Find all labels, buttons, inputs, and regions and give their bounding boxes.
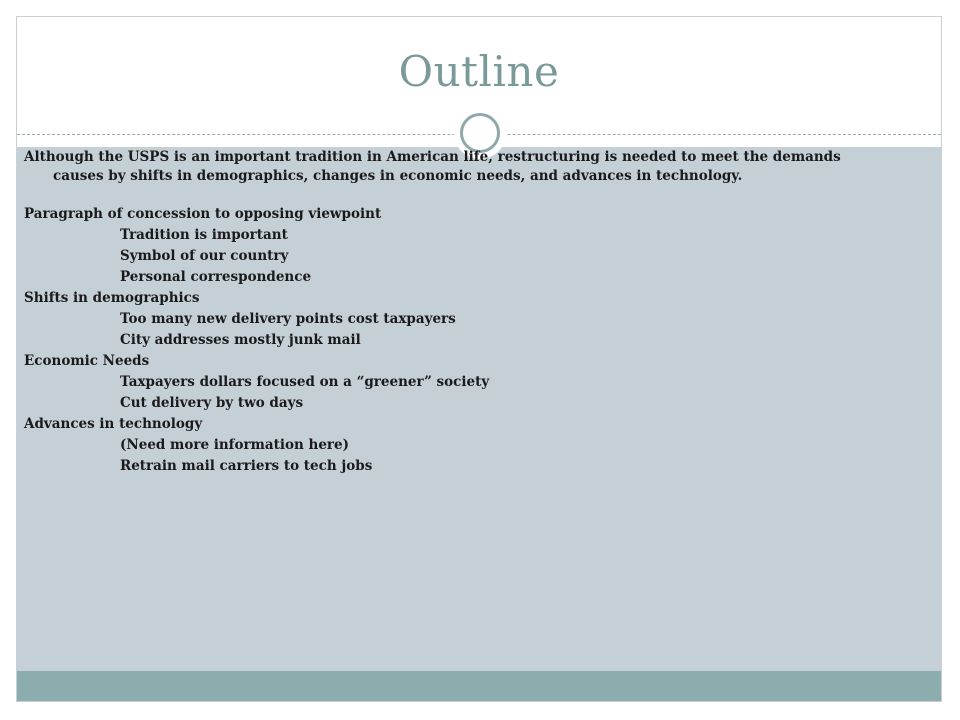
outline-item: Tradition is important xyxy=(120,227,288,243)
outline-item: Cut delivery by two days xyxy=(120,395,304,411)
outline-item: Retrain mail carriers to tech jobs xyxy=(120,458,373,474)
outline-item: Paragraph of concession to opposing viewpoint xyxy=(24,206,382,222)
slide-content xyxy=(24,148,894,477)
thesis-statement: Although the USPS is an important tradition in American life, restructuring is needed to meet the demands causes by shifts in demographics, changes in economic needs, and advances in technology. xyxy=(24,149,841,184)
outline-item: (Need more information here) xyxy=(120,437,350,453)
outline-list xyxy=(24,204,894,477)
outline-item: Economic Needs xyxy=(24,353,150,369)
ring-inner xyxy=(460,113,500,153)
outline-item: Taxpayers dollars focused on a “greener” society xyxy=(120,374,490,390)
slide-title: Outline xyxy=(398,47,560,96)
outline-item: Advances in technology xyxy=(24,416,203,432)
outline-item: Personal correspondence xyxy=(120,269,312,285)
outline-item: City addresses mostly junk mail xyxy=(120,332,361,348)
footer-band xyxy=(17,671,941,702)
outline-item: Symbol of our country xyxy=(120,248,289,264)
outline-item: Shifts in demographics xyxy=(24,290,200,306)
outline-item: Too many new delivery points cost taxpayers xyxy=(120,311,456,327)
